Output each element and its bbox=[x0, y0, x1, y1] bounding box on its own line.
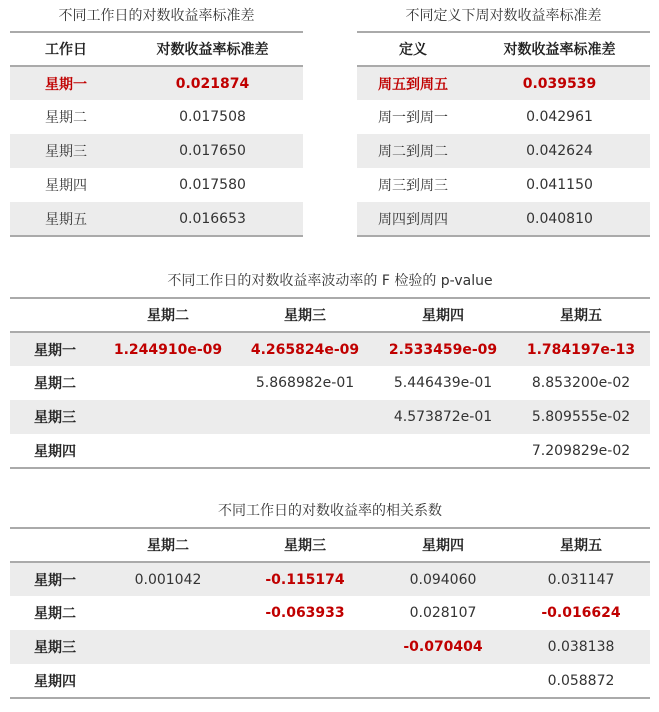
table-row bbox=[357, 66, 650, 100]
header-corner bbox=[10, 298, 100, 332]
table-row bbox=[10, 66, 303, 100]
row-value: 0.017508 bbox=[179, 109, 246, 125]
table-header-row bbox=[10, 298, 650, 332]
cell-value: 0.094060 bbox=[374, 562, 512, 596]
cell-value bbox=[100, 664, 236, 698]
header-fri: 星期五 bbox=[560, 308, 602, 324]
row-label: 周五到周五 bbox=[357, 66, 469, 100]
weekday-std-table bbox=[10, 31, 303, 237]
weekly-std-table bbox=[357, 31, 650, 237]
cell-value bbox=[100, 434, 236, 468]
cell-value: 5.809555e-02 bbox=[512, 400, 650, 434]
table-row bbox=[10, 366, 650, 400]
cell-value: 4.265824e-09 bbox=[236, 332, 374, 366]
header-wed: 星期三 bbox=[284, 538, 326, 554]
row-label: 星期二 bbox=[45, 110, 87, 126]
table3-caption: 不同工作日的对数收益率波动率的 F 检验的 p-value bbox=[167, 273, 493, 289]
table-header-row bbox=[10, 32, 303, 66]
row-label: 星期一 bbox=[10, 562, 100, 596]
header-std: 对数收益率标准差 bbox=[156, 42, 269, 58]
row-value: 0.017650 bbox=[122, 134, 303, 168]
row-label: 星期四 bbox=[45, 178, 87, 194]
cell-value: 1.784197e-13 bbox=[512, 332, 650, 366]
row-label: 星期五 bbox=[10, 202, 122, 236]
cell-value: 2.533459e-09 bbox=[374, 332, 512, 366]
table-row bbox=[10, 434, 650, 468]
table-row bbox=[10, 664, 650, 698]
cell-value bbox=[374, 434, 512, 468]
row-label: 星期三 bbox=[10, 400, 100, 434]
table-row bbox=[357, 168, 650, 202]
cell-value: 4.573872e-01 bbox=[374, 400, 512, 434]
table-row bbox=[10, 630, 650, 664]
f-test-pvalue-table bbox=[10, 297, 650, 469]
row-label: 周三到周三 bbox=[378, 178, 448, 194]
cell-value: 0.058872 bbox=[547, 672, 615, 689]
cell-value: -0.070404 bbox=[374, 630, 512, 664]
row-value: 0.021874 bbox=[122, 66, 303, 100]
row-label: 星期三 bbox=[10, 134, 122, 168]
table-header-row bbox=[357, 32, 650, 66]
row-value: 0.040810 bbox=[469, 202, 650, 236]
table-row bbox=[357, 202, 650, 236]
table-row bbox=[10, 134, 303, 168]
cell-value: 7.209829e-02 bbox=[531, 442, 631, 459]
cell-value bbox=[100, 366, 236, 400]
header-tue: 星期二 bbox=[147, 538, 189, 554]
row-label: 星期二 bbox=[34, 606, 76, 622]
row-label: 星期二 bbox=[34, 376, 76, 392]
header-fri: 星期五 bbox=[560, 538, 602, 554]
header-weekday: 工作日 bbox=[45, 42, 87, 58]
cell-value: -0.016624 bbox=[541, 605, 621, 621]
cell-value: 0.038138 bbox=[512, 630, 650, 664]
row-label: 星期三 bbox=[10, 630, 100, 664]
cell-value bbox=[100, 400, 236, 434]
row-label: 星期四 bbox=[34, 673, 76, 690]
row-label: 周一到周一 bbox=[378, 110, 448, 126]
cell-value: 0.031147 bbox=[512, 562, 650, 596]
table-row bbox=[10, 562, 650, 596]
table-row bbox=[357, 134, 650, 168]
row-value: 0.041150 bbox=[526, 177, 593, 193]
row-value: 0.017580 bbox=[179, 177, 246, 193]
table-row bbox=[10, 100, 303, 134]
cell-value bbox=[236, 434, 374, 468]
cell-value: 0.001042 bbox=[100, 562, 236, 596]
header-wed: 星期三 bbox=[284, 308, 326, 324]
table-row bbox=[357, 100, 650, 134]
row-label: 星期四 bbox=[34, 443, 76, 460]
correlation-table bbox=[10, 527, 650, 699]
table-row bbox=[10, 400, 650, 434]
cell-value: -0.063933 bbox=[265, 605, 345, 621]
cell-value bbox=[236, 664, 374, 698]
table-row bbox=[10, 168, 303, 202]
table-row bbox=[10, 596, 650, 630]
cell-value bbox=[374, 664, 512, 698]
table-row bbox=[10, 202, 303, 236]
row-label: 周四到周四 bbox=[357, 202, 469, 236]
header-std: 对数收益率标准差 bbox=[503, 42, 616, 58]
cell-value: 8.853200e-02 bbox=[531, 375, 631, 391]
row-value: 0.016653 bbox=[122, 202, 303, 236]
cell-value: 5.868982e-01 bbox=[255, 375, 355, 391]
cell-value: 1.244910e-09 bbox=[100, 332, 236, 366]
header-thu: 星期四 bbox=[422, 538, 464, 554]
row-value: 0.042961 bbox=[526, 109, 593, 125]
row-label: 周二到周二 bbox=[357, 134, 469, 168]
row-label: 星期一 bbox=[10, 332, 100, 366]
row-value: 0.042624 bbox=[469, 134, 650, 168]
header-corner bbox=[10, 528, 100, 562]
table-row bbox=[10, 332, 650, 366]
cell-value bbox=[236, 630, 374, 664]
cell-value bbox=[236, 400, 374, 434]
header-tue: 星期二 bbox=[147, 308, 189, 324]
header-definition: 定义 bbox=[399, 42, 427, 58]
cell-value: 0.028107 bbox=[409, 605, 477, 621]
table-header-row bbox=[10, 528, 650, 562]
row-label: 星期一 bbox=[10, 66, 122, 100]
table2-caption: 不同定义下周对数收益率标准差 bbox=[405, 8, 602, 24]
table1-caption: 不同工作日的对数收益率标准差 bbox=[58, 8, 255, 24]
cell-value bbox=[100, 630, 236, 664]
row-value: 0.039539 bbox=[469, 66, 650, 100]
cell-value bbox=[100, 596, 236, 630]
cell-value: 5.446439e-01 bbox=[393, 375, 493, 391]
header-thu: 星期四 bbox=[422, 308, 464, 324]
table4-caption: 不同工作日的对数收益率的相关系数 bbox=[218, 503, 442, 519]
cell-value: -0.115174 bbox=[236, 562, 374, 596]
